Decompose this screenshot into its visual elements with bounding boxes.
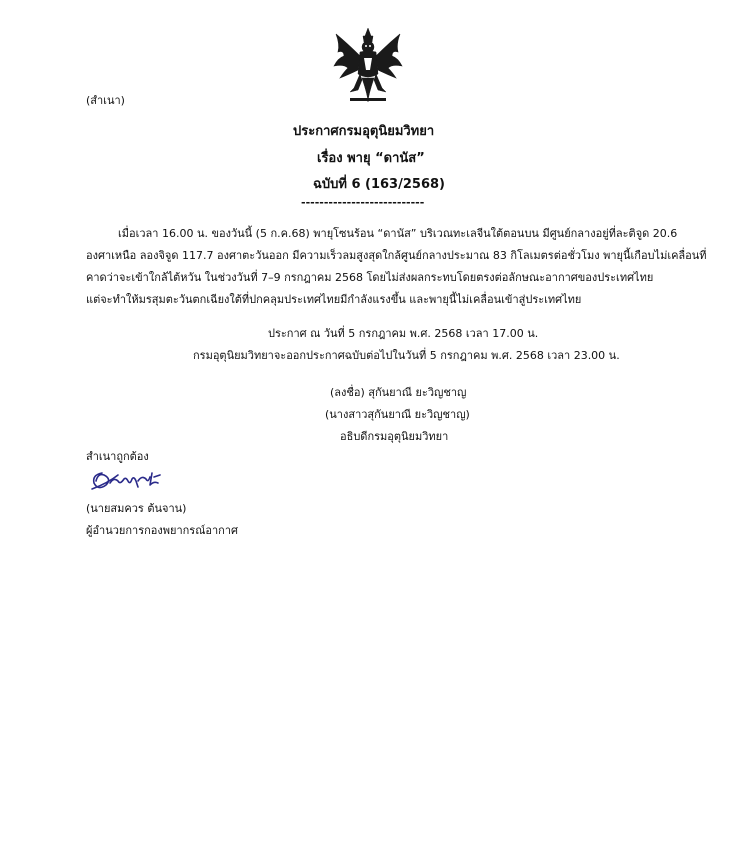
handwritten-signature-icon [88, 463, 164, 493]
body-line: แต่จะทำให้มรสุมตะวันตกเฉียงใต้ที่ปกคลุมประเทศไทยมีกำลังแรงขึ้น และพายุนี้ไม่เคลื่อนเข้าสู่ประเทศไทย [86, 293, 582, 306]
signed-by: (ลงชื่อ) สุกันยาณี ยะวิญชาญ [330, 386, 467, 399]
certifier-position: ผู้อำนวยการกองพยากรณ์อากาศ [86, 524, 239, 537]
body-line: เมื่อเวลา 16.00 น. ของวันนี้ (5 ก.ค.68) พายุโซนร้อน “ดานัส” บริเวณทะเลจีนใต้ตอนบน มีศูนย์กลางอยู่ที่ละติจูด 20.6 [118, 227, 678, 240]
certified-copy-label: สำเนาถูกต้อง [86, 450, 149, 463]
signatory-position: อธิบดีกรมอุตุนิยมวิทยา [340, 430, 449, 443]
title-divider: --------------------------- [301, 196, 425, 209]
signatory-name: (นางสาวสุกันยาณี ยะวิญชาญ) [325, 408, 470, 421]
document-subject: เรื่อง พายุ “ดานัส” [317, 151, 425, 166]
garuda-emblem-icon [330, 26, 406, 106]
document-issue-number: ฉบับที่ 6 (163/2568) [313, 177, 445, 192]
body-line: คาดว่าจะเข้าใกล้ไต้หวัน ในช่วงวันที่ 7–9 กรกฎาคม 2568 โดยไม่ส่งผลกระทบโดยตรงต่อลักษณะอากาศของประเทศไทย [86, 271, 654, 284]
document-title: ประกาศกรมอุตุนิยมวิทยา [293, 124, 435, 139]
announce-date: ประกาศ ณ วันที่ 5 กรกฎาคม พ.ศ. 2568 เวลา 17.00 น. [268, 327, 539, 340]
certifier-name: (นายสมควร ต้นจาน) [86, 502, 187, 515]
body-line: องศาเหนือ ลองจิจูด 117.7 องศาตะวันออก มีความเร็วลมสูงสุดใกล้ศูนย์กลางประมาณ 83 กิโลเมตรต่อชั่วโมง พายุนี้เกือบไม่เคลื่อนที่ [86, 249, 707, 262]
next-announcement: กรมอุตุนิยมวิทยาจะออกประกาศฉบับต่อไปในวันที่ 5 กรกฎาคม พ.ศ. 2568 เวลา 23.00 น. [193, 349, 620, 362]
copy-mark: (สำเนา) [86, 94, 125, 107]
